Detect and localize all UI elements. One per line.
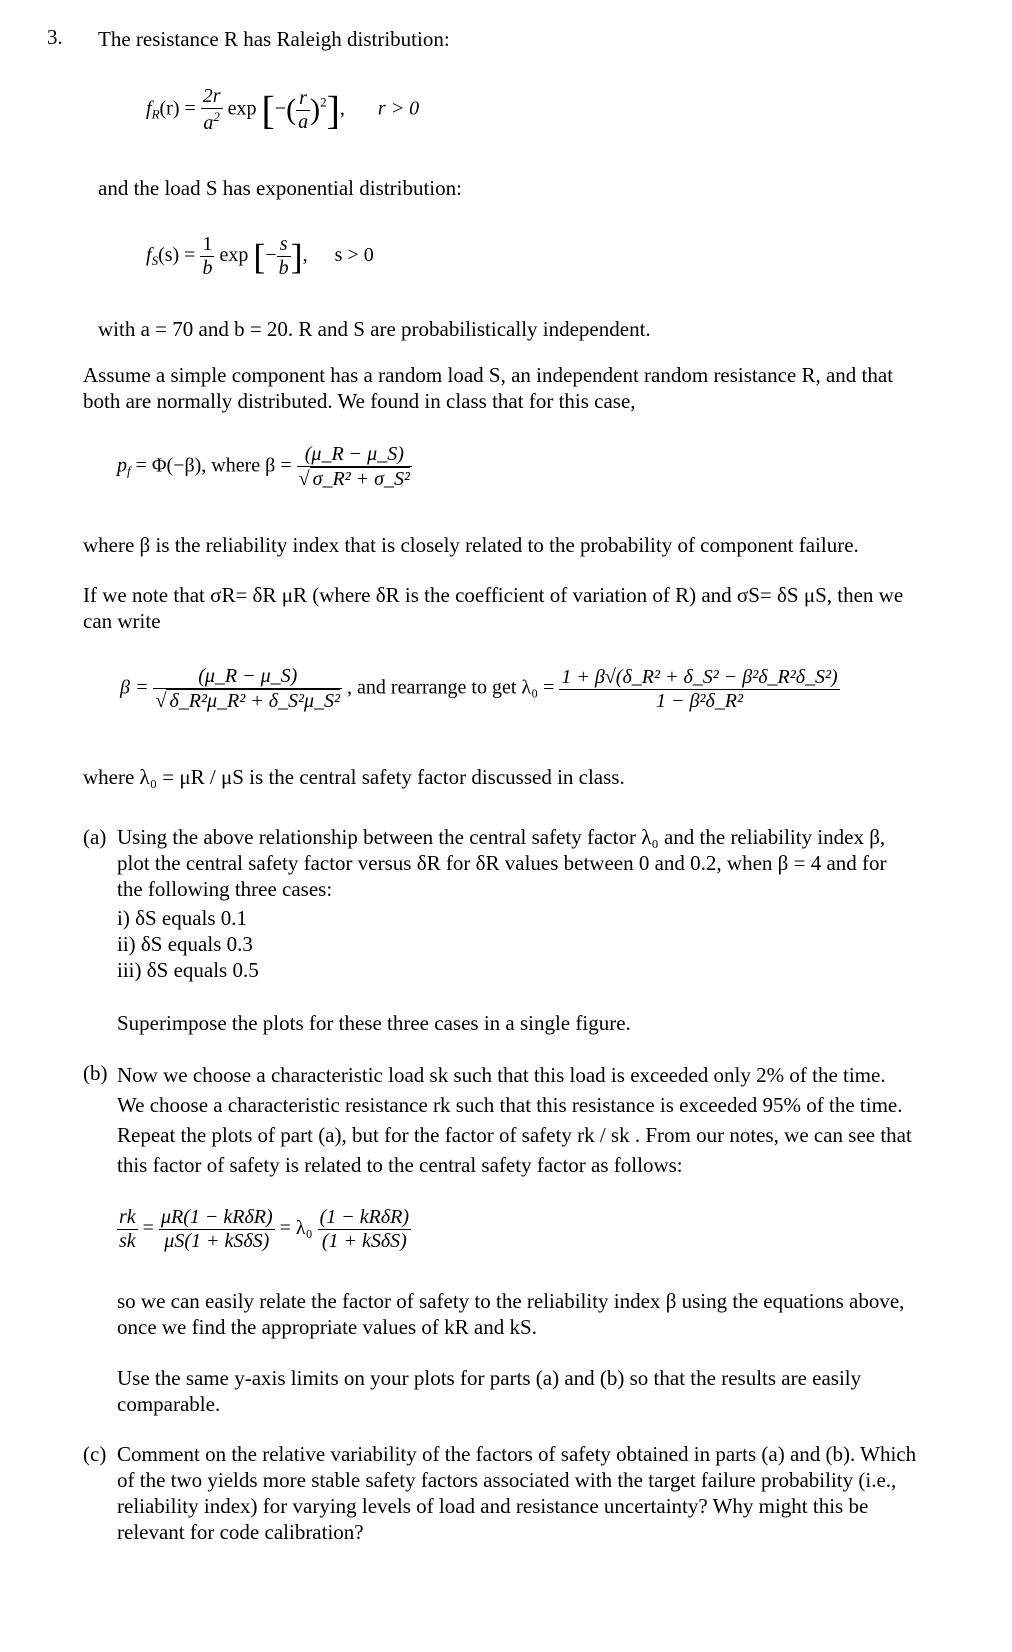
reliability-index-equation: β = $\frac{(\mu\_R - \mu\_S)}{\text{√ δ\_R²μ\_R² + δ\_S²μ\_S²}}$ , and rearrange to get λ₀ = $\frac{\text{1 + β√(δ\_R² + δ\_S² − β²δ\_R²δ\_S²)}}{\text{1 − β²δ\_R²}}$	[120, 665, 838, 712]
case-1: i) δS equals 0.1	[117, 906, 248, 930]
fs-mid-den: μS(1 + kSδS)	[159, 1229, 275, 1253]
part-b-same-axes: Use the same y-axis limits on your plots for parts (a) and (b) so that the results are easily comparable.	[117, 1366, 862, 1416]
eq2-lhs-sub: S	[151, 253, 159, 269]
eq3-den: σ_R² + σ_S²	[310, 467, 410, 491]
eq1-lhs-arg: (r) =	[159, 97, 196, 120]
eq3-num: (μ_R − μ_S)	[304, 443, 404, 465]
part-b-text: Now we choose a characteristic load sk such that this load is exceeded only 2% of the time. We choose a characteristic resistance rk such that this resistance is exceeded 95% of the time. Repeat the plots of part (a), but for the factor of safety rk / sk . From our notes, we can see that this factor of safety is related to the central safety factor as follows:	[117, 1063, 912, 1177]
fs-rhs-den: (1 + kSδS)	[318, 1229, 411, 1253]
eq1-condition: r > 0	[377, 97, 420, 120]
load-text: and the load S has exponential distribution:	[98, 176, 462, 200]
cov-text: If we note that σR= δR μR (where δR is the coefficient of variation of R) and σS= δS μS, then we can write	[83, 583, 904, 633]
intro-text: The resistance R has Raleigh distribution:	[98, 27, 450, 51]
eq2-lhs-arg: (s) =	[158, 244, 196, 267]
eq4-num2: 1 + β√(δ_R² + δ_S² − β²δ_R²δ_S²)	[561, 665, 838, 688]
eq4-den2: 1 − β²δ_R²	[559, 689, 839, 713]
failure-prob-equation: $p_f = \Phi(-\beta)$, where β = $\frac{(\mu\_R - \mu\_S)}{\text{√ σ\_R² + σ\_S²}}$	[117, 443, 411, 490]
eq2-exp: exp	[219, 244, 249, 267]
part-a-text: Using the above relationship between the central safety factor λ₀ and the reliability index β, plot the central safety factor versus δR for δR values between 0 and 0.2, when β = 4 and for the following three cases:	[117, 825, 887, 901]
eq4-den: δ_R²μ_R² + δ_S²μ_S²	[166, 689, 340, 713]
eq4-num: (μ_R − μ_S)	[198, 665, 298, 687]
eq1-den: a	[203, 112, 214, 134]
case-2: ii) δS equals 0.3	[117, 932, 253, 956]
fs-lhs-num: rk	[119, 1206, 136, 1228]
eq1-exp: exp	[227, 97, 257, 120]
case-3: iii) δS equals 0.5	[117, 958, 259, 982]
fs-rhs-pre: = λ₀	[279, 1217, 313, 1240]
lambda-text: where λ₀ = μR / μS is the central safety factor discussed in class.	[83, 765, 625, 789]
part-b-label: (b)	[83, 1061, 108, 1085]
part-b-relate: so we can easily relate the factor of safety to the reliability index β using the equations above, once we find the appropriate values of kR and kS.	[117, 1289, 905, 1339]
eq4-mid: , and rearrange to get λ₀ =	[347, 676, 555, 699]
part-c-label: (c)	[83, 1442, 107, 1466]
eq4-lhs: β =	[120, 676, 149, 699]
eq2-inner-num: s	[279, 233, 288, 255]
eq1-lhs: f	[146, 97, 152, 120]
eq2-lhs: f	[146, 244, 152, 267]
part-a-cases	[117, 905, 259, 983]
eq1-inner-num: r	[299, 86, 307, 109]
part-a-superimpose: Superimpose the plots for these three cases in a single figure.	[117, 1011, 631, 1035]
exponential-equation: $f_S(s)$ = $\frac{1}{b}$ exp [− $\frac{s}{b}$ ], s > 0	[146, 233, 374, 279]
part-a-label: (a)	[83, 825, 107, 849]
eq3-rhs: = Φ(−β), where β =	[135, 454, 292, 477]
eq2-inner-den: b	[278, 257, 289, 279]
rayleigh-equation: $f_R(r)$ = $\frac{2r}{a^2}$ exp [−( $\frac{r}{a}$ )$^2$], r > 0	[146, 85, 420, 134]
eq3-lhs: p	[117, 454, 127, 477]
params-text: with a = 70 and b = 20. R and S are probabilistically independent.	[98, 317, 651, 341]
fs-lhs-den: sk	[119, 1230, 136, 1252]
eq3-lhs-sub: f	[127, 463, 131, 479]
eq1-den-sup: 2	[213, 109, 220, 124]
eq1-lhs-sub: R	[151, 106, 160, 122]
eq2-condition: s > 0	[334, 244, 374, 267]
eq1-inner-den: a	[298, 110, 309, 133]
problem-number: 3.	[47, 25, 63, 49]
eq2-num: 1	[202, 233, 213, 255]
assume-text: Assume a simple component has a random load S, an independent random resistance R, and that both are normally distributed. We found in class that for this case,	[83, 363, 894, 413]
eq1-num: 2r	[202, 85, 221, 107]
part-c-text: Comment on the relative variability of the factors of safety obtained in parts (a) and (b). Which of the two yields more stable safety factors associated with the target failure probability (i.e., reliability index) for varying levels of load and resistance uncertainty? Why might this be relevant for code calibration?	[117, 1442, 917, 1544]
fs-rhs-num: (1 − kRδR)	[319, 1206, 410, 1228]
eq2-den: b	[202, 257, 213, 279]
fs-mid-num: μR(1 − kRδR)	[160, 1206, 273, 1228]
factor-of-safety-equation: $\frac{rk}{sk}$ = $\frac{\text{μR(1 − kRδR)}}{\text{μS(1 + kSδS)}}$ = λ₀ $\frac{\text{(1 − kRδR)}}{\text{(1 + kSδS)}}$	[119, 1206, 410, 1252]
beta-text: where β is the reliability index that is closely related to the probability of component failure.	[83, 533, 859, 557]
